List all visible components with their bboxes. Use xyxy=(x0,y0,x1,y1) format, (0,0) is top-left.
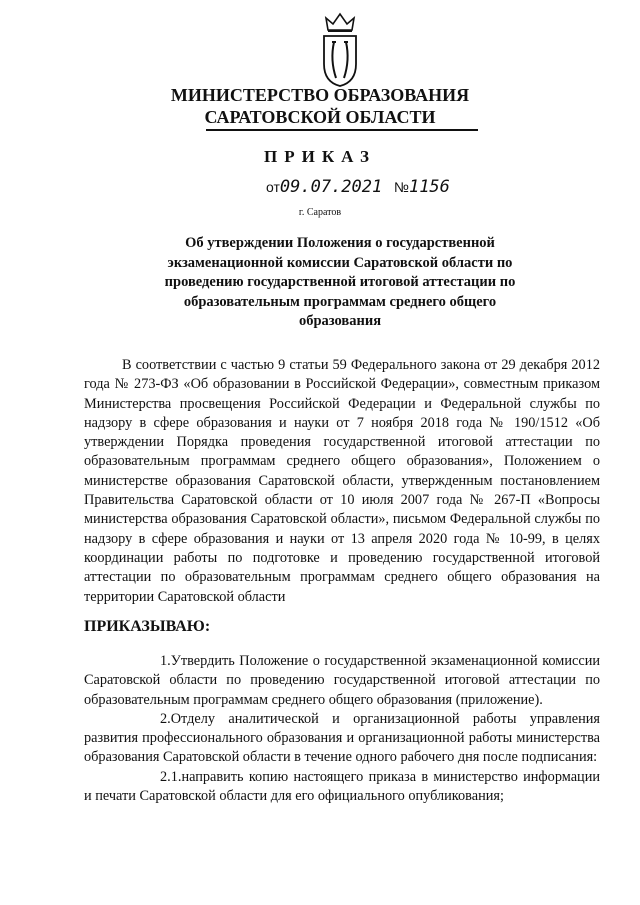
item-text: направить копию настоящего приказа в министерство информации и печати Саратовской области для его официального опубликования; xyxy=(84,768,600,805)
order-city: г. Саратов xyxy=(298,207,342,218)
header-divider xyxy=(206,129,478,131)
item-text: Отделу аналитической и организационной работы управления развития профессионального образования и организационной работы министерства образования Саратовской области в течение одного рабочего дня после подписания: xyxy=(84,710,600,766)
order-number: 1156 xyxy=(408,177,450,197)
order-item xyxy=(84,652,600,710)
preamble xyxy=(84,356,600,607)
ministry-name xyxy=(0,84,640,128)
saratov-coat-of-arms-icon xyxy=(318,12,362,88)
item-number: 1. xyxy=(160,653,171,669)
order-date: 09.07.2021 xyxy=(279,177,383,197)
date-prefix: от xyxy=(266,179,280,195)
order-item xyxy=(84,768,600,807)
order-subject: Об утверждении Положения о государственной экзаменационной комиссии Саратовской области по проведению государственной итоговой аттестации по образовательным программам среднего общего образования xyxy=(164,235,516,329)
order-title: ПРИКАЗ xyxy=(264,147,376,166)
order-item xyxy=(84,710,600,768)
order-date-number xyxy=(266,177,450,197)
item-number: 2.1. xyxy=(160,768,182,785)
item-number: 2. xyxy=(160,710,171,727)
ministry-line-2: САРАТОВСКОЙ ОБЛАСТИ xyxy=(204,107,436,127)
item-text: Утвердить Положение о государственной экзаменационной комиссии Саратовской области по проведению государственной итоговой аттестации по образовательным программам среднего общего образования (приложение). xyxy=(84,653,600,708)
preamble-text: В соответствии с частью 9 статьи 59 Федерального закона от 29 декабря 2012 года № 273-ФЗ «Об образовании в Российской Федерации», совместным приказом Министерства просвещения Российской Федерации и Федеральной службы по надзору в сфере образования и науки от 7 ноября 2018 года № 190/1512 «Об утверждении Порядка проведения государственной итоговой аттестации по образовательным программам среднего общего образования», Положением о министерстве образования Саратовской области, утвержденным постановлением Правительства Саратовской области от 10 июля 2007 года № 267-П «Вопросы министерства образования Саратовской области», письмом Федеральной службы по надзору в сфере образования и науки от 13 апреля 2020 года № 10-99, в целях координации работы по подготовке и проведению государственной итоговой аттестации по образовательным программам среднего общего образования на территории Саратовской области xyxy=(84,357,600,605)
number-prefix: № xyxy=(393,179,409,195)
command-heading: ПРИКАЗЫВАЮ: xyxy=(84,618,211,635)
order-items xyxy=(84,652,600,806)
ministry-line-1: МИНИСТЕРСТВО ОБРАЗОВАНИЯ xyxy=(170,85,470,105)
